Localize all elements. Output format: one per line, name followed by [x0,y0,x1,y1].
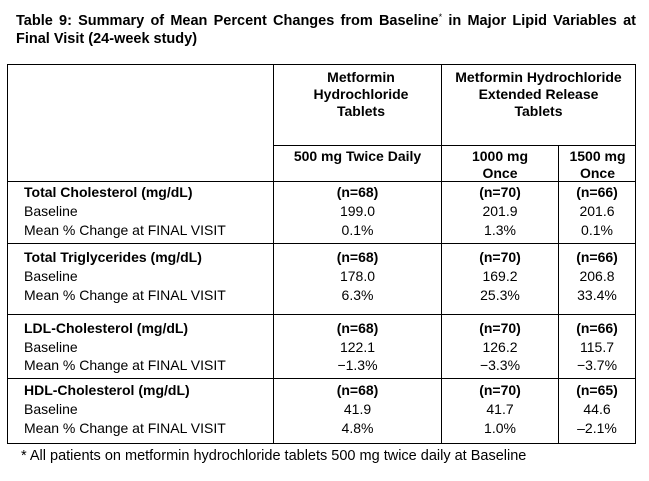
n-value: (n=68) [336,184,379,200]
change-value: –2.1% [577,420,617,436]
change-label: Mean % Change at FINAL VISIT [24,222,226,238]
n-value: (n=66) [576,249,618,265]
change-label: Mean % Change at FINAL VISIT [24,420,226,436]
baseline-label: Baseline [24,401,78,417]
section-title-hdl-cholesterol: HDL-Cholesterol (mg/dL) [24,382,190,398]
baseline-value: 44.6 [583,401,611,417]
change-value: −1.3% [337,357,378,373]
change-value: 33.4% [577,287,617,303]
change-label: Mean % Change at FINAL VISIT [24,357,226,373]
change-value: 25.3% [480,287,520,303]
baseline-label: Baseline [24,339,78,355]
baseline-value: 41.7 [486,401,514,417]
n-value: (n=68) [336,382,379,398]
table-caption [16,12,636,48]
baseline-value: 169.2 [482,268,518,284]
baseline-value: 178.0 [339,268,376,284]
change-value: 1.3% [484,222,516,238]
baseline-label: Baseline [24,268,78,284]
caption-text-continued: in Major Lipid Variables at Final Visit (24-week study) [16,13,636,47]
n-value: (n=68) [336,249,379,265]
change-value: 1.0% [484,420,516,436]
n-value: (n=65) [576,382,618,398]
baseline-value: 201.6 [579,203,615,219]
header-500mg-twice-daily: 500 mg Twice Daily [293,148,422,164]
header-1500mg-once: 1500 mg Once [569,148,626,181]
row-divider [8,314,635,315]
baseline-value: 115.7 [580,339,614,355]
change-value: 0.1% [341,222,374,238]
table-footnote: * All patients on metformin hydrochloride tablets 500 mg twice daily at Baseline [21,448,527,464]
n-value: (n=70) [479,382,521,398]
n-value: (n=66) [576,320,618,336]
n-value: (n=70) [479,249,521,265]
change-value: −3.3% [479,357,521,373]
baseline-value: 206.8 [579,268,615,284]
baseline-value: 199.0 [339,203,376,219]
change-value: −3.7% [576,357,618,373]
baseline-value: 41.9 [343,401,372,417]
baseline-value: 201.9 [482,203,518,219]
header-metformin-tablets: Metformin Hydrochloride Tablets [313,69,409,119]
section-title-total-triglycerides: Total Triglycerides (mg/dL) [24,249,202,265]
caption-footnote-marker: * [438,12,443,22]
change-label: Mean % Change at FINAL VISIT [24,287,226,303]
n-value: (n=66) [576,184,618,200]
change-value: 6.3% [341,287,374,303]
n-value: (n=70) [479,184,521,200]
section-title-total-cholesterol: Total Cholesterol (mg/dL) [24,184,193,200]
change-value: 0.1% [581,222,613,238]
caption-text: Table 9: Summary of Mean Percent Changes from Baseline [16,13,439,29]
baseline-label: Baseline [24,203,78,219]
header-1000mg-once: 1000 mg Once [471,148,529,181]
baseline-value: 122.1 [339,339,376,355]
lipid-table [7,64,636,444]
n-value: (n=70) [479,320,521,336]
row-divider [8,243,635,244]
change-value: 4.8% [341,420,374,436]
header-metformin-extended-release: Metformin Hydrochloride Extended Release Tablets [455,69,622,119]
row-divider [8,378,635,379]
row-divider [273,145,635,146]
baseline-value: 126.2 [482,339,518,355]
section-title-ldl-cholesterol: LDL-Cholesterol (mg/dL) [24,320,189,336]
n-value: (n=68) [336,320,379,336]
